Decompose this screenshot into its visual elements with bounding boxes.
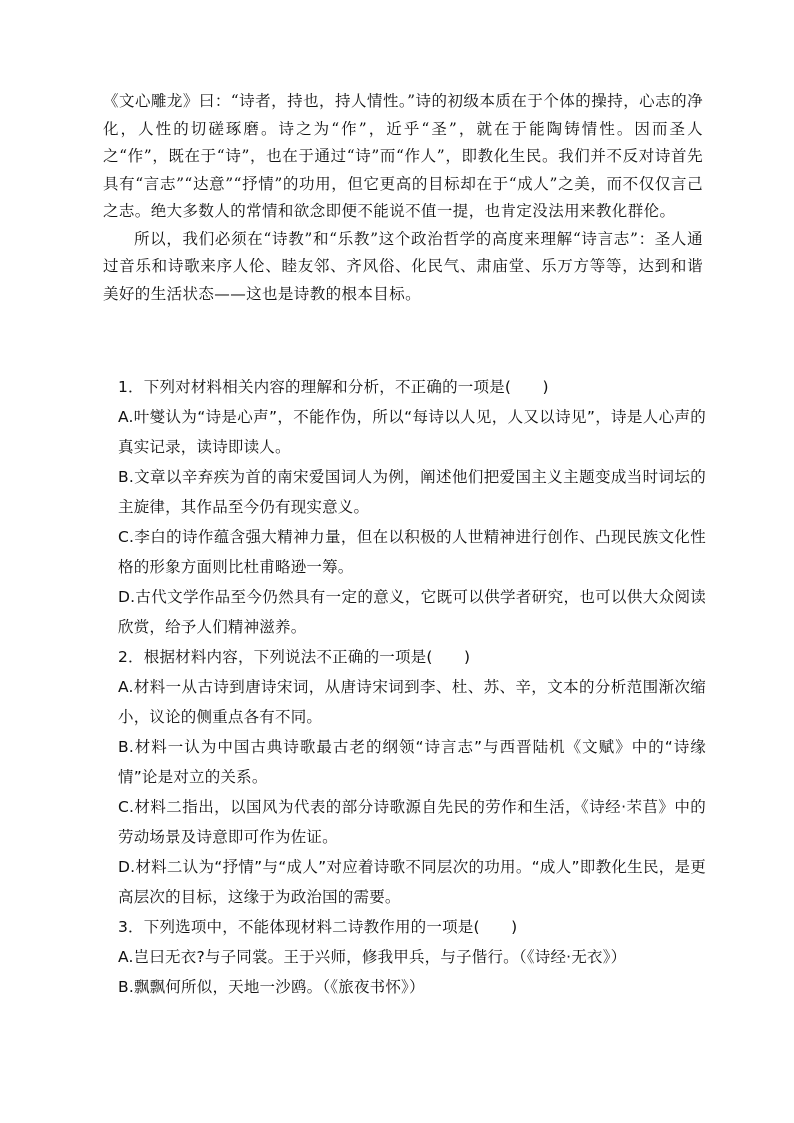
reading-passage [103,88,703,308]
question-list [118,372,706,1002]
question-2 [118,642,706,912]
question-1 [118,372,706,642]
question-stem: 1．下列对材料相关内容的理解和分析，不正确的一项是( ) [118,378,549,396]
passage-paragraph: 所以，我们必须在“诗教”和“乐教”这个政治哲学的高度来理解“诗言志”：圣人通过音乐和诗歌来序人伦、睦友邻、齐风俗、化民气、肃庙堂、乐万方等等，达到和谐美好的生活状态——这也是诗教的根本目标。 [103,229,703,303]
option-d: D.材料二认为“抒情”与“成人”对应着诗歌不同层次的功用。“成人”即教化生民，是更高层次的目标，这缘于为政治国的需要。 [118,858,706,906]
question-stem: 3．下列选项中，不能体现材料二诗教作用的一项是( ) [118,918,518,936]
question-stem: 2．根据材料内容，下列说法不正确的一项是( ) [118,648,471,666]
option-a: A.岂曰无衣?与子同裳。王于兴师，修我甲兵，与子偕行。（《诗经·无衣》） [118,948,627,966]
option-a: A.叶燮认为“诗是心声”，不能作伪，所以“每诗以人见，人又以诗见”，诗是人心声的真实记录，读诗即读人。 [118,408,706,456]
option-c: C.材料二指出，以国风为代表的部分诗歌源自先民的劳作和生活，《诗经·芣苢》中的劳动场景及诗意即可作为佐证。 [118,798,706,846]
option-b: B.飘飘何所似，天地一沙鸥。（《旅夜书怀》） [118,978,425,996]
question-3 [118,912,706,1002]
option-b: B.文章以辛弃疾为首的南宋爱国词人为例，阐述他们把爱国主义主题变成当时词坛的主旋律，其作品至今仍有现实意义。 [118,468,706,516]
option-b: B.材料一认为中国古典诗歌最古老的纲领“诗言志”与西晋陆机《文赋》中的“诗缘情”论是对立的关系。 [118,738,706,786]
option-c: C.李白的诗作蕴含强大精神力量，但在以积极的人世精神进行创作、凸现民族文化性格的形象方面则比杜甫略逊一筹。 [118,528,706,576]
passage-paragraph: 《文心雕龙》曰：“诗者，持也，持人情性。”诗的初级本质在于个体的操持，心志的净化，人性的切磋琢磨。诗之为“作”，近乎“圣”，就在于能陶铸情性。因而圣人之“作”，既在于“诗”，也在于通过“诗”而“作人”，即教化生民。我们并不反对诗首先具有“言志”“达意”“抒情”的功用，但它更高的目标却在于“成人”之美，而不仅仅言己之志。绝大多数人的常情和欲念即便不能说不值一提，也肯定没法用来教化群伦。 [103,92,703,220]
option-a: A.材料一从古诗到唐诗宋词，从唐诗宋词到李、杜、苏、辛，文本的分析范围渐次缩小，议论的侧重点各有不同。 [118,678,706,726]
option-d: D.古代文学作品至今仍然具有一定的意义，它既可以供学者研究，也可以供大众阅读欣赏，给予人们精神滋养。 [118,588,706,636]
